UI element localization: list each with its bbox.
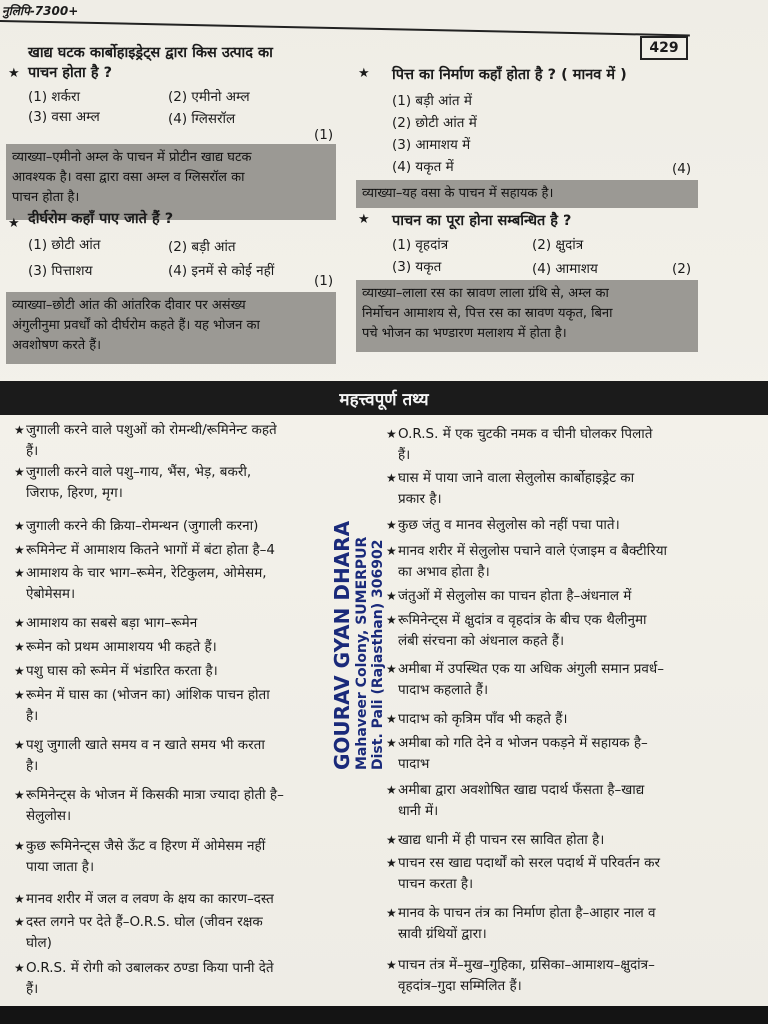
fact-line: पशु घास को रूमेन में भंडारित करता है।: [26, 663, 218, 679]
fact-item: [386, 709, 728, 730]
fact-item: [14, 912, 346, 954]
fact-item: [14, 462, 346, 504]
star-bullet-icon: ★: [386, 613, 397, 627]
fact-line: रूमिनेन्ट्स के भोजन में किसकी मात्रा ज्यादा होती है–: [26, 787, 284, 803]
fact-line: रूमिनेन्ट में आमाशय कितने भागों में बंटा होता है–4: [26, 542, 275, 558]
fact-line: हैं।: [398, 447, 411, 463]
star-icon: ★: [8, 216, 20, 231]
fact-line: मानव शरीर में सेलुलोस पचाने वाले एंजाइम व बैक्टीरिया: [398, 543, 668, 559]
star-bullet-icon: ★: [386, 906, 397, 920]
star-icon: ★: [358, 212, 370, 227]
fact-line: घास में पाया जाने वाला सेलुलोस कार्बोहाइड्रेट का: [398, 470, 635, 486]
star-bullet-icon: ★: [14, 465, 25, 479]
explanation-line: पचे भोजन का भण्डारण मलाशय में होता है।: [362, 326, 567, 341]
fact-item: [386, 955, 728, 997]
star-bullet-icon: ★: [386, 589, 397, 603]
fact-line: प्रकार है।: [398, 491, 442, 507]
option: (3) वसा अम्ल: [28, 109, 100, 125]
series-header: नुलिपि-7300+: [2, 4, 79, 18]
star-bullet-icon: ★: [386, 518, 397, 532]
fact-item: [14, 637, 346, 658]
fact-line: का अभाव होता है।: [398, 564, 490, 580]
fact-line: है।: [26, 708, 39, 724]
star-bullet-icon: ★: [386, 471, 397, 485]
fact-item: [386, 903, 728, 945]
option: (3) यकृत: [392, 259, 442, 275]
explanation-line: अंगुलीनुमा प्रवर्धों को दीर्घरोम कहते हैं। यह भोजन का: [12, 318, 260, 333]
option: (4) आमाशय: [532, 261, 598, 277]
fact-item: [386, 541, 728, 583]
star-bullet-icon: ★: [386, 544, 397, 558]
fact-item: [14, 836, 346, 878]
footer-band: [0, 1006, 768, 1024]
fact-line: पाचन तंत्र में–मुख–गुहिका, ग्रसिका–आमाशय–क्षुदांत्र–: [398, 957, 655, 973]
fact-line: वृहदांत्र–गुदा सम्मिलित हैं।: [398, 978, 522, 994]
fact-item: [14, 420, 346, 462]
explanation-line: व्याख्या–लाला रस का स्रावण लाला ग्रंथि से, अम्ल का: [362, 286, 609, 301]
fact-line: पादाभ: [398, 756, 430, 772]
star-bullet-icon: ★: [14, 839, 25, 853]
section-band: [0, 381, 768, 415]
fact-item: [386, 586, 728, 607]
fact-line: दस्त लगने पर देते हैं–O.R.S. घोल (जीवन रक्षक: [26, 914, 263, 930]
header-rule: [0, 20, 690, 36]
star-bullet-icon: ★: [14, 738, 25, 752]
question-text: पित्त का निर्माण कहाँ होता है ? ( मानव में ): [392, 67, 627, 83]
fact-item: [14, 563, 346, 605]
fact-line: मानव शरीर में जल व लवण के क्षय का कारण–दस्त: [26, 891, 274, 907]
star-bullet-icon: ★: [386, 783, 397, 797]
fact-line: है।: [26, 758, 39, 774]
fact-line: पाचन करता है।: [398, 876, 474, 892]
option: (1) वृहदांत्र: [392, 237, 449, 253]
question-text: दीर्घरोम कहाँ पाए जाते हैं ?: [28, 211, 174, 227]
option: (1) छोटी आंत: [28, 237, 101, 253]
fact-line: पाया जाता है।: [26, 859, 95, 875]
fact-item: [386, 610, 728, 652]
explanation-box: [356, 280, 698, 352]
star-bullet-icon: ★: [14, 423, 25, 437]
option: (2) बड़ी आंत: [168, 239, 236, 255]
answer: (1): [314, 273, 334, 289]
fact-line: जिराफ, हिरण, मृग।: [26, 485, 123, 501]
star-bullet-icon: ★: [386, 736, 397, 750]
explanation-line: व्याख्या–छोटी आंत की आंतरिक दीवार पर असंख्य: [12, 298, 246, 313]
fact-line: अमीबा द्वारा अवशोषित खाद्य पदार्थ फँसता है–खाद्य: [398, 782, 645, 798]
fact-line: O.R.S. में एक चुटकी नमक व चीनी घोलकर पिलाते: [398, 426, 653, 442]
star-bullet-icon: ★: [14, 616, 25, 630]
fact-item: [14, 735, 346, 777]
star-bullet-icon: ★: [386, 856, 397, 870]
fact-item: [386, 424, 728, 466]
star-bullet-icon: ★: [14, 915, 25, 929]
watermark-line: Mahaveer Colony, SUMERPUR: [354, 536, 370, 770]
fact-line: ऐबोमेसम।: [26, 586, 76, 602]
option: (2) छोटी आंत में: [392, 115, 477, 131]
fact-line: जुगाली करने वाले पशु–गाय, भैंस, भेड़, बकरी,: [26, 464, 252, 480]
answer: (4): [672, 161, 692, 177]
fact-item: [14, 540, 346, 561]
fact-item: [14, 785, 346, 827]
star-bullet-icon: ★: [14, 519, 25, 533]
fact-line: पाचन रस खाद्य पदार्थों को सरल पदार्थ में परिवर्तन कर: [398, 855, 660, 871]
explanation-line: व्याख्या–एमीनो अम्ल के पाचन में प्रोटीन खाद्य घटक: [12, 150, 252, 165]
fact-item: [14, 661, 346, 682]
star-bullet-icon: ★: [14, 566, 25, 580]
fact-line: हैं।: [26, 443, 39, 459]
star-bullet-icon: ★: [14, 543, 25, 557]
explanation-line: आवश्यक है। वसा द्वारा वसा अम्ल व ग्लिसरॉल का: [12, 170, 245, 185]
watermark-line: GOURAV GYAN DHARA: [330, 520, 354, 770]
fact-item: [14, 889, 346, 910]
fact-line: लंबी संरचना को अंधनाल कहते हैं।: [398, 633, 565, 649]
option: (3) आमाशय में: [392, 137, 471, 153]
explanation-box: [6, 292, 336, 364]
star-bullet-icon: ★: [14, 961, 25, 975]
star-bullet-icon: ★: [14, 664, 25, 678]
star-bullet-icon: ★: [14, 892, 25, 906]
watermark-stamp: [330, 521, 386, 770]
fact-line: अमीबा को गति देने व भोजन पकड़ने में सहायक है–: [398, 735, 648, 751]
fact-line: घोल): [26, 935, 52, 951]
fact-line: स्रावी ग्रंथियों द्वारा।: [398, 926, 487, 942]
option: (2) क्षुदांत्र: [532, 237, 584, 253]
star-icon: ★: [8, 66, 20, 81]
fact-item: [14, 685, 346, 727]
explanation-box: [6, 144, 336, 220]
question-text: पाचन होता है ?: [28, 65, 112, 81]
option: (4) इनमें से कोई नहीं: [168, 263, 275, 279]
explanation-line: पाचन होता है।: [12, 190, 80, 205]
fact-line: अमीबा में उपस्थित एक या अधिक अंगुली समान प्रवर्ध–: [398, 661, 664, 677]
answer: (2): [672, 261, 692, 277]
fact-line: पादाभ कहलाते हैं।: [398, 682, 489, 698]
option: (4) यकृत में: [392, 159, 454, 175]
fact-item: [386, 830, 728, 851]
fact-line: पादाभ को कृत्रिम पाँव भी कहते हैं।: [398, 711, 568, 727]
star-icon: ★: [358, 66, 370, 81]
option: (1) बड़ी आंत में: [392, 93, 472, 109]
star-bullet-icon: ★: [14, 688, 25, 702]
star-bullet-icon: ★: [386, 958, 397, 972]
fact-line: मानव के पाचन तंत्र का निर्माण होता है–आहार नाल व: [398, 905, 656, 921]
fact-line: O.R.S. में रोगी को उबालकर ठण्डा किया पानी देते: [26, 960, 274, 976]
fact-item: [386, 853, 728, 895]
explanation-line: व्याख्या–यह वसा के पाचन में सहायक है।: [362, 186, 554, 201]
fact-line: जुगाली करने वाले पशुओं को रोमन्थी/रूमिनेन्ट कहते: [26, 422, 277, 438]
fact-line: हैं।: [26, 981, 39, 997]
fact-item: [14, 613, 346, 634]
watermark-line: Dist. Pali (Rajasthan) 306902: [370, 539, 386, 770]
star-bullet-icon: ★: [386, 833, 397, 847]
fact-line: जुगाली करने की क्रिया–रोमन्थन (जुगाली करना): [26, 518, 259, 534]
page-number: 429: [640, 36, 688, 60]
option: (2) एमीनो अम्ल: [168, 89, 250, 105]
fact-line: कुछ जंतु व मानव सेलुलोस को नहीं पचा पाते।: [398, 517, 620, 533]
section-title: महत्त्वपूर्ण तथ्य: [339, 390, 429, 410]
star-bullet-icon: ★: [386, 662, 397, 676]
explanation-line: निर्मोचन आमाशय से, पित्त रस का स्रावण यकृत, बिना: [362, 306, 613, 321]
fact-item: [386, 515, 728, 536]
fact-line: धानी में।: [398, 803, 439, 819]
fact-line: आमाशय का सबसे बड़ा भाग–रूमेन: [26, 615, 198, 631]
star-bullet-icon: ★: [386, 427, 397, 441]
explanation-line: अवशोषण करते हैं।: [12, 338, 102, 353]
option: (1) शर्करा: [28, 89, 80, 105]
option: (3) पित्ताशय: [28, 263, 93, 279]
star-bullet-icon: ★: [14, 640, 25, 654]
fact-item: [14, 516, 346, 537]
explanation-box: [356, 180, 698, 208]
fact-line: सेलुलोस।: [26, 808, 72, 824]
fact-line: रूमेन में घास का (भोजन का) आंशिक पाचन होता: [26, 687, 270, 703]
fact-line: रूमिनेन्ट्स में क्षुदांत्र व वृहदांत्र के बीच एक थैलीनुमा: [398, 612, 647, 628]
fact-item: [386, 780, 728, 822]
fact-line: आमाशय के चार भाग–रूमेन, रेटिकुलम, ओमेसम,: [26, 565, 267, 581]
question-text: खाद्य घटक कार्बोहाइड्रेट्स द्वारा किस उत्पाद का: [28, 45, 273, 61]
fact-item: [386, 733, 728, 775]
fact-item: [386, 659, 728, 701]
question-text: पाचन का पूरा होना सम्बन्धित है ?: [392, 213, 572, 229]
fact-line: कुछ रूमिनेन्ट्स जैसे ऊँट व हिरण में ओमेसम नहीं: [26, 838, 266, 854]
answer: (1): [314, 127, 334, 143]
fact-item: [386, 468, 728, 510]
fact-item: [14, 958, 346, 1000]
star-bullet-icon: ★: [14, 788, 25, 802]
fact-line: जंतुओं में सेलुलोस का पाचन होता है–अंधनाल में: [398, 588, 632, 604]
fact-line: रूमेन को प्रथम आमाशयय भी कहते हैं।: [26, 639, 217, 655]
fact-line: खाद्य धानी में ही पाचन रस स्रावित होता है।: [398, 832, 605, 848]
star-bullet-icon: ★: [386, 712, 397, 726]
fact-line: पशु जुगाली खाते समय व न खाते समय भी करता: [26, 737, 265, 753]
option: (4) ग्लिसरॉल: [168, 111, 236, 127]
